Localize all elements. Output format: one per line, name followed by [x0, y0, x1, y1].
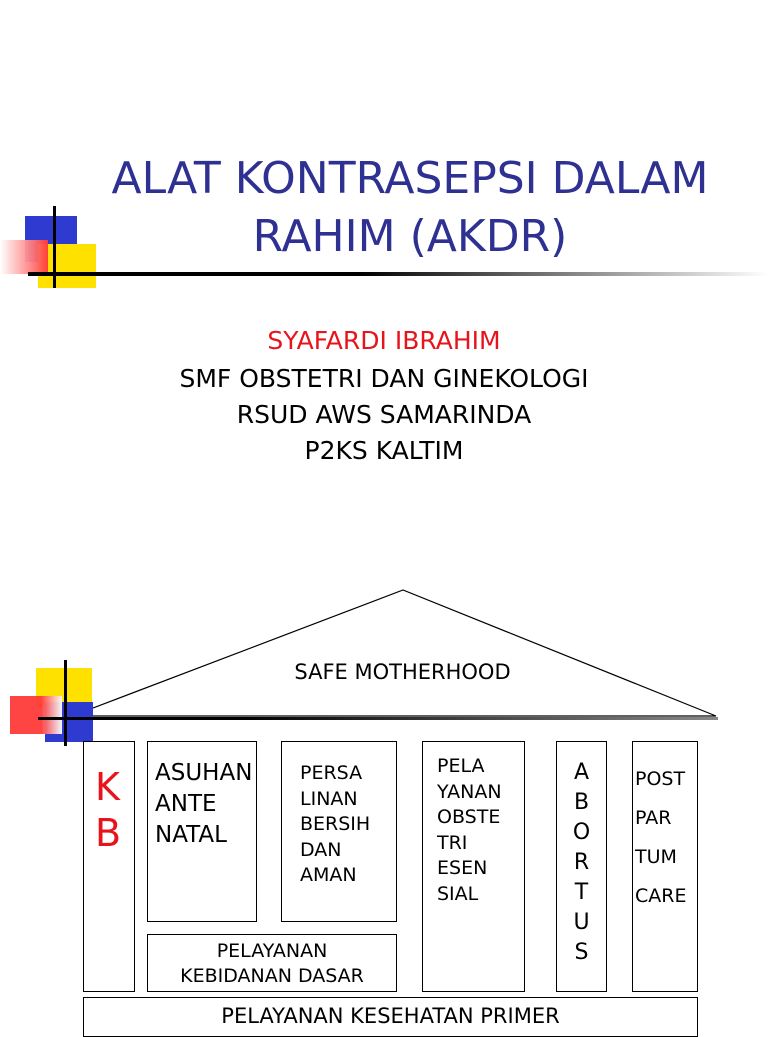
- author-name: SYAFARDI IBRAHIM: [267, 326, 501, 355]
- pillar-post-partum: [632, 741, 698, 992]
- pillar-abortus: [556, 741, 607, 992]
- foundation-label: PELAYANAN KESEHATAN PRIMER: [221, 1004, 560, 1028]
- affiliation-department: SMF OBSTETRI DAN GINEKOLOGI: [179, 364, 589, 393]
- title-line-2: RAHIM (AKDR): [252, 211, 568, 262]
- pillar-asuhan-label: ASUHAN ANTE NATAL: [155, 760, 253, 848]
- pillar-kb: [83, 741, 135, 992]
- roof-underline: [38, 717, 718, 720]
- pillar-asuhan-ante-natal: [147, 741, 257, 922]
- pillar-abortus-label: A B O R T U S: [572, 760, 591, 965]
- pillar-pelayanan-obstetri: [422, 741, 525, 992]
- affiliation-program: P2KS KALTIM: [304, 436, 464, 465]
- pillar-persalinan-label: PERSA LINAN BERSIH DAN AMAN: [300, 762, 371, 886]
- pillar-post-partum-label: POST PAR TUM CARE: [635, 768, 687, 907]
- foundation-block: [83, 997, 698, 1037]
- pillar-kebidanan-dasar: [147, 934, 397, 992]
- kebidanan-label: PELAYANAN KEBIDANAN DASAR: [180, 940, 364, 987]
- pillar-persalinan: [281, 741, 397, 922]
- pillar-obstetri-label: PELA YANAN OBSTE TRI ESEN SIAL: [437, 755, 502, 905]
- affiliation-hospital: RSUD AWS SAMARINDA: [236, 400, 532, 429]
- title-line-1: ALAT KONTRASEPSI DALAM: [111, 153, 709, 204]
- pillar-kb-label: K B: [95, 765, 122, 855]
- roof-label: SAFE MOTHERHOOD: [294, 660, 511, 684]
